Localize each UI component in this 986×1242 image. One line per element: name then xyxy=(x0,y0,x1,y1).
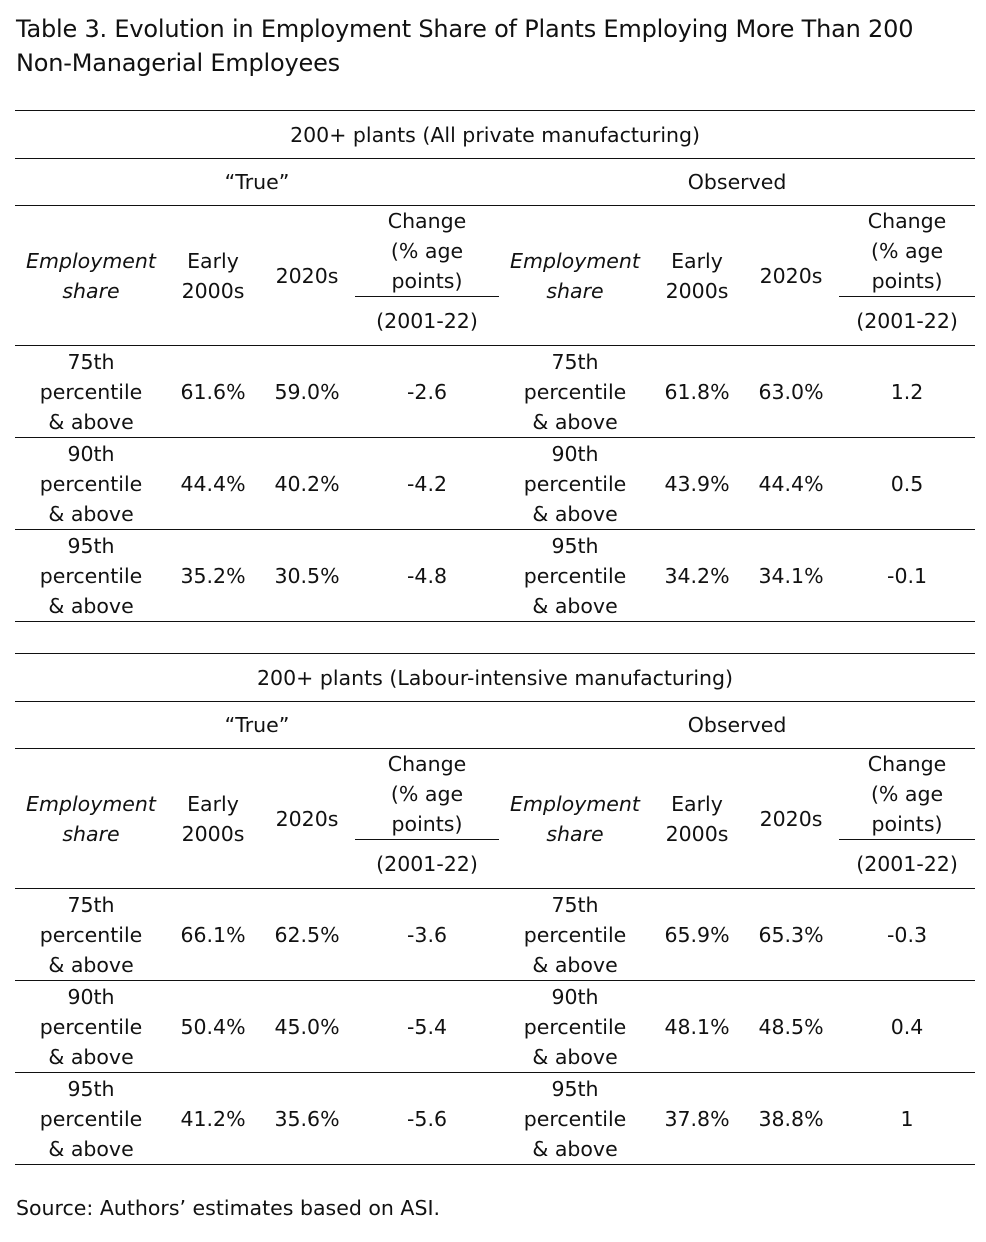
data-table xyxy=(15,653,975,1165)
row-label: 75th percentile & above xyxy=(499,346,651,438)
row-label: 75th percentile & above xyxy=(499,889,651,981)
row-label: 90th percentile & above xyxy=(15,438,167,530)
cell-true-early-2000s: 44.4% xyxy=(167,438,259,530)
cell-observed-change: -0.1 xyxy=(839,530,975,622)
cell-true-change: -3.6 xyxy=(355,889,499,981)
column-header-change-observed: Change (% age points) xyxy=(839,749,975,840)
cell-observed-early-2000s: 65.9% xyxy=(651,889,743,981)
row-label: 75th percentile & above xyxy=(15,346,167,438)
panel-all-private-manufacturing xyxy=(15,110,975,622)
cell-observed-2020s: 44.4% xyxy=(743,438,839,530)
table-row xyxy=(15,1073,975,1165)
column-header-employment-share: Employment share xyxy=(15,749,167,889)
cell-true-2020s: 30.5% xyxy=(259,530,355,622)
row-label: 95th percentile & above xyxy=(499,1073,651,1165)
table-row xyxy=(15,438,975,530)
cell-true-2020s: 62.5% xyxy=(259,889,355,981)
cell-observed-early-2000s: 43.9% xyxy=(651,438,743,530)
cell-true-change: -5.4 xyxy=(355,981,499,1073)
column-header-period: (2001-22) xyxy=(376,309,478,333)
column-header-employment-share-observed: Employment share xyxy=(499,749,651,889)
table-row xyxy=(15,889,975,981)
table-title: Table 3. Evolution in Employment Share of Plants Employing More Than 200 Non-Managerial Employees xyxy=(16,15,914,77)
table-row xyxy=(15,530,975,622)
row-label: 95th percentile & above xyxy=(499,530,651,622)
cell-true-change: -2.6 xyxy=(355,346,499,438)
cell-observed-early-2000s: 61.8% xyxy=(651,346,743,438)
column-header-2020s: 2020s xyxy=(259,206,355,346)
row-label: 75th percentile & above xyxy=(15,889,167,981)
column-header-2020s: 2020s xyxy=(259,749,355,889)
group-header-observed: Observed xyxy=(499,159,975,206)
cell-true-change: -4.2 xyxy=(355,438,499,530)
row-label: 95th percentile & above xyxy=(15,530,167,622)
table-row xyxy=(15,981,975,1073)
column-header-change-observed: Change (% age points) xyxy=(839,206,975,297)
cell-observed-2020s: 65.3% xyxy=(743,889,839,981)
cell-true-2020s: 40.2% xyxy=(259,438,355,530)
column-header-2020s-observed: 2020s xyxy=(743,749,839,889)
cell-true-change: -5.6 xyxy=(355,1073,499,1165)
cell-observed-2020s: 48.5% xyxy=(743,981,839,1073)
group-header-observed: Observed xyxy=(499,702,975,749)
data-table xyxy=(15,110,975,622)
cell-true-early-2000s: 35.2% xyxy=(167,530,259,622)
column-header-early-2000s-observed: Early 2000s xyxy=(651,206,743,346)
panel-labour-intensive-manufacturing xyxy=(15,653,975,1165)
source-note: Source: Authors’ estimates based on ASI. xyxy=(16,1196,441,1220)
cell-true-early-2000s: 61.6% xyxy=(167,346,259,438)
cell-observed-change: 1.2 xyxy=(839,346,975,438)
cell-true-early-2000s: 50.4% xyxy=(167,981,259,1073)
column-header-early-2000s: Early 2000s xyxy=(167,206,259,346)
cell-true-2020s: 35.6% xyxy=(259,1073,355,1165)
column-header-early-2000s: Early 2000s xyxy=(167,749,259,889)
cell-true-change: -4.8 xyxy=(355,530,499,622)
column-header-change: Change (% age points) xyxy=(355,206,499,297)
row-label: 95th percentile & above xyxy=(15,1073,167,1165)
section-title: 200+ plants (All private manufacturing) xyxy=(15,111,975,159)
row-label: 90th percentile & above xyxy=(499,981,651,1073)
cell-observed-early-2000s: 34.2% xyxy=(651,530,743,622)
cell-observed-early-2000s: 48.1% xyxy=(651,981,743,1073)
column-header-employment-share-observed: Employment share xyxy=(499,206,651,346)
cell-observed-change: -0.3 xyxy=(839,889,975,981)
column-header-change: Change (% age points) xyxy=(355,749,499,840)
cell-observed-change: 0.4 xyxy=(839,981,975,1073)
cell-observed-2020s: 34.1% xyxy=(743,530,839,622)
row-label: 90th percentile & above xyxy=(499,438,651,530)
cell-true-2020s: 45.0% xyxy=(259,981,355,1073)
table-row xyxy=(15,346,975,438)
group-header-true: “True” xyxy=(15,702,499,749)
cell-true-early-2000s: 66.1% xyxy=(167,889,259,981)
cell-observed-2020s: 38.8% xyxy=(743,1073,839,1165)
cell-observed-early-2000s: 37.8% xyxy=(651,1073,743,1165)
cell-true-early-2000s: 41.2% xyxy=(167,1073,259,1165)
section-title: 200+ plants (Labour-intensive manufacturing) xyxy=(15,654,975,702)
column-header-2020s-observed: 2020s xyxy=(743,206,839,346)
column-header-employment-share: Employment share xyxy=(15,206,167,346)
column-header-period-observed: (2001-22) xyxy=(856,309,958,333)
cell-observed-change: 0.5 xyxy=(839,438,975,530)
row-label: 90th percentile & above xyxy=(15,981,167,1073)
cell-observed-2020s: 63.0% xyxy=(743,346,839,438)
column-header-early-2000s-observed: Early 2000s xyxy=(651,749,743,889)
cell-true-2020s: 59.0% xyxy=(259,346,355,438)
column-header-period-observed: (2001-22) xyxy=(856,852,958,876)
group-header-true: “True” xyxy=(15,159,499,206)
column-header-period: (2001-22) xyxy=(376,852,478,876)
cell-observed-change: 1 xyxy=(839,1073,975,1165)
